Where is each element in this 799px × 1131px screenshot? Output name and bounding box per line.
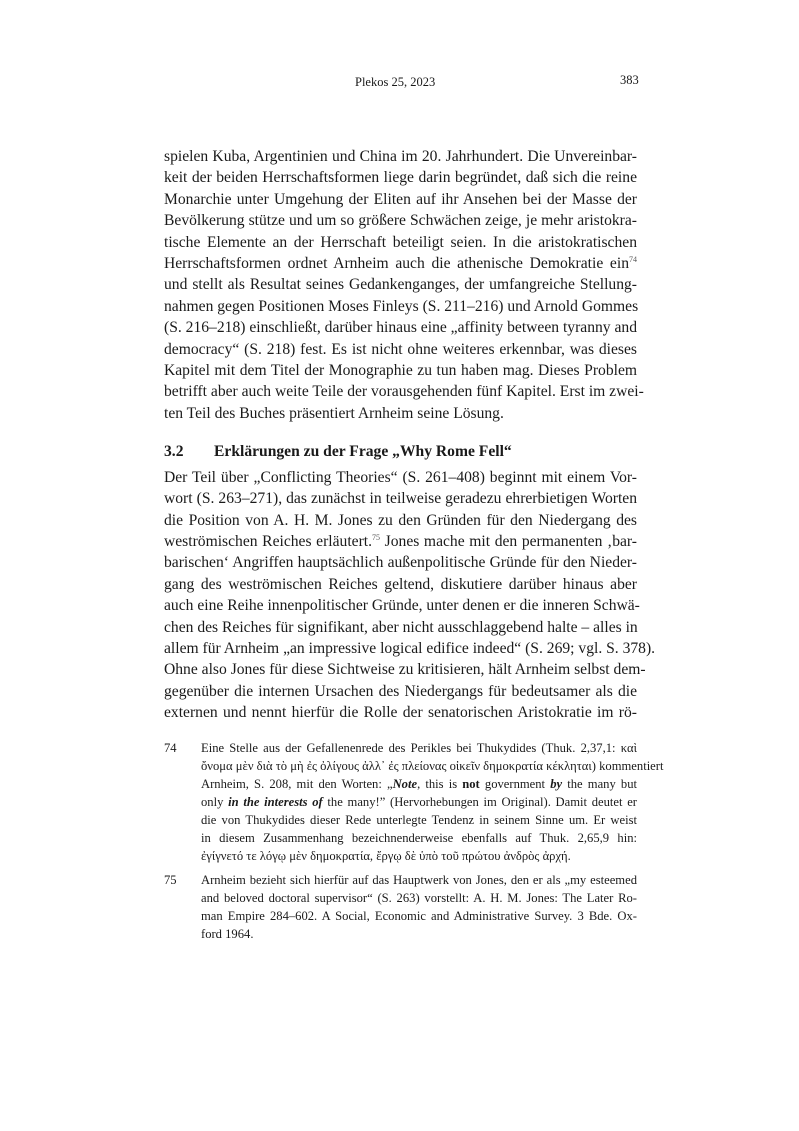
- text-line: barischen‘ Angriffen hauptsächlich außenpolitische Gründe für den Nieder-: [164, 554, 637, 571]
- footnote-line: ἐγίγνετό τε λόγῳ μὲν δημοκρατία, ἔργῳ δὲ ὑπὸ τοῦ πρώτου ἀνδρὸς ἀρχή.: [201, 849, 571, 863]
- text-line: tische Elemente an der Herrschaft beteiligt seien. In die aristokratischen: [164, 234, 637, 251]
- footnote-line: Arnheim bezieht sich hierfür auf das Hauptwerk von Jones, den er als „my esteemed: [201, 873, 637, 887]
- page-number: 383: [620, 73, 639, 87]
- text-line: [164, 254, 637, 274]
- text-line: und stellt als Resultat seines Gedankenganges, der umfangreiche Stellung-: [164, 276, 637, 293]
- text-line: nahmen gegen Positionen Moses Finleys (S. 211–216) und Arnold Gommes: [164, 298, 639, 315]
- footnote-line: [201, 776, 637, 792]
- running-header: Plekos 25, 2023: [355, 75, 436, 89]
- text-line: spielen Kuba, Argentinien und China im 20. Jahrhundert. Die Unvereinbar-: [164, 148, 637, 165]
- footnote-line: man Empire 284–602. A Social, Economic and Administrative Survey. 3 Bde. Ox-: [201, 909, 637, 923]
- text-line: externen und nennt hierfür die Rolle der senatorischen Aristokratie im rö-: [164, 704, 637, 721]
- text-line: wort (S. 263–271), das zunächst in teilweise geradezu ehrerbietigen Worten: [164, 490, 637, 507]
- section-number: 3.2: [164, 443, 184, 460]
- footnote-line: ford 1964.: [201, 927, 254, 941]
- text-line: democracy“ (S. 218) fest. Es ist nicht ohne weiteres erkennbar, was dieses: [164, 341, 637, 358]
- footnote-line: in diesem Zusammenhang bezeichnenderweise ebenfalls auf Thuk. 2,65,9 hin:: [201, 831, 637, 845]
- text-line: Kapitel mit dem Titel der Monographie zu tun haben mag. Dieses Problem: [164, 362, 637, 379]
- text-line: gegenüber die internen Ursachen des Niedergangs für bedeutsamer als die: [164, 683, 637, 700]
- text-line: Der Teil über „Conflicting Theories“ (S. 261–408) beginnt mit einem Vor-: [164, 469, 637, 486]
- text-line: [164, 532, 637, 552]
- footnote-number: 75: [164, 873, 177, 887]
- text-line: allem für Arnheim „an impressive logical edifice indeed“ (S. 269; vgl. S. 378).: [164, 640, 656, 657]
- text: government: [479, 777, 551, 791]
- text-line: gang des weströmischen Reiches geltend, diskutiere darüber hinaus aber: [164, 576, 637, 593]
- footnote-line: die von Thukydides dieser Rede unterlegte Tendenz in seinem Sinne um. Er weist: [201, 813, 637, 827]
- emphasis: by: [550, 777, 563, 791]
- text: , this is: [417, 777, 463, 791]
- footnote-line: and beloved doctoral supervisor“ (S. 263) vorstellt: A. H. M. Jones: The Later Ro-: [201, 891, 637, 905]
- text-line: Monarchie unter Umgehung der Eliten auf ihr Ansehen bei der Masse der: [164, 191, 637, 208]
- text: Herrschaftsformen ordnet Arnheim auch die athenische Demokratie ein: [164, 255, 629, 272]
- text: only: [201, 795, 229, 809]
- text-line: Ohne also Jones für diese Sichtweise zu kritisieren, hält Arnheim selbst dem-: [164, 661, 646, 678]
- text-line: (S. 216–218) einschließt, darüber hinaus eine „affinity between tyranny and: [164, 319, 638, 336]
- footnote-line: Eine Stelle aus der Gefallenenrede des Perikles bei Thukydides (Thuk. 2,37,1: καὶ: [201, 741, 637, 755]
- footnote-line: ὄνομα μὲν διὰ τὸ μὴ ἐς ὀλίγους ἀλλ᾽ ἐς πλείονας οἰκεῖν δημοκρατία κέκληται) kommentiert: [201, 759, 664, 773]
- text-line: chen des Reiches für signifikant, aber nicht ausschlaggebend halte – alles in: [164, 619, 638, 636]
- emphasis: in the interests of: [228, 795, 323, 809]
- text: the many but: [562, 777, 637, 791]
- text-line: die Position von A. H. M. Jones zu den Gründen für den Niedergang des: [164, 512, 637, 529]
- footnote-reference[interactable]: 75: [372, 533, 381, 542]
- text-line: betrifft aber auch weite Teile der vorausgehenden fünf Kapitel. Erst im zwei-: [164, 383, 644, 400]
- text: Arnheim, S. 208, mit den Worten: „: [201, 777, 393, 791]
- text-line: Bevölkerung stütze und um so größere Schwächen zeige, je mehr aristokra-: [164, 212, 637, 229]
- emphasis: not: [462, 777, 480, 791]
- text-line: auch eine Reihe innenpolitischer Gründe, unter denen er die inneren Schwä-: [164, 597, 640, 614]
- text: Jones mache mit den permanenten ‚bar-: [380, 533, 637, 550]
- section-title: Erklärungen zu der Frage „Why Rome Fell“: [214, 443, 512, 460]
- text-line: ten Teil des Buches präsentiert Arnheim seine Lösung.: [164, 405, 504, 422]
- text: the many!” (Hervorhebungen im Original). Damit deutet er: [322, 795, 638, 809]
- text: weströmischen Reiches erläutert.: [164, 533, 373, 550]
- emphasis: Note: [392, 777, 418, 791]
- text-line: keit der beiden Herrschaftsformen liege darin begründet, daß sich die reine: [164, 169, 637, 186]
- footnote-reference[interactable]: 74: [629, 255, 637, 264]
- footnote-number: 74: [164, 741, 177, 755]
- footnote-line: [201, 794, 637, 810]
